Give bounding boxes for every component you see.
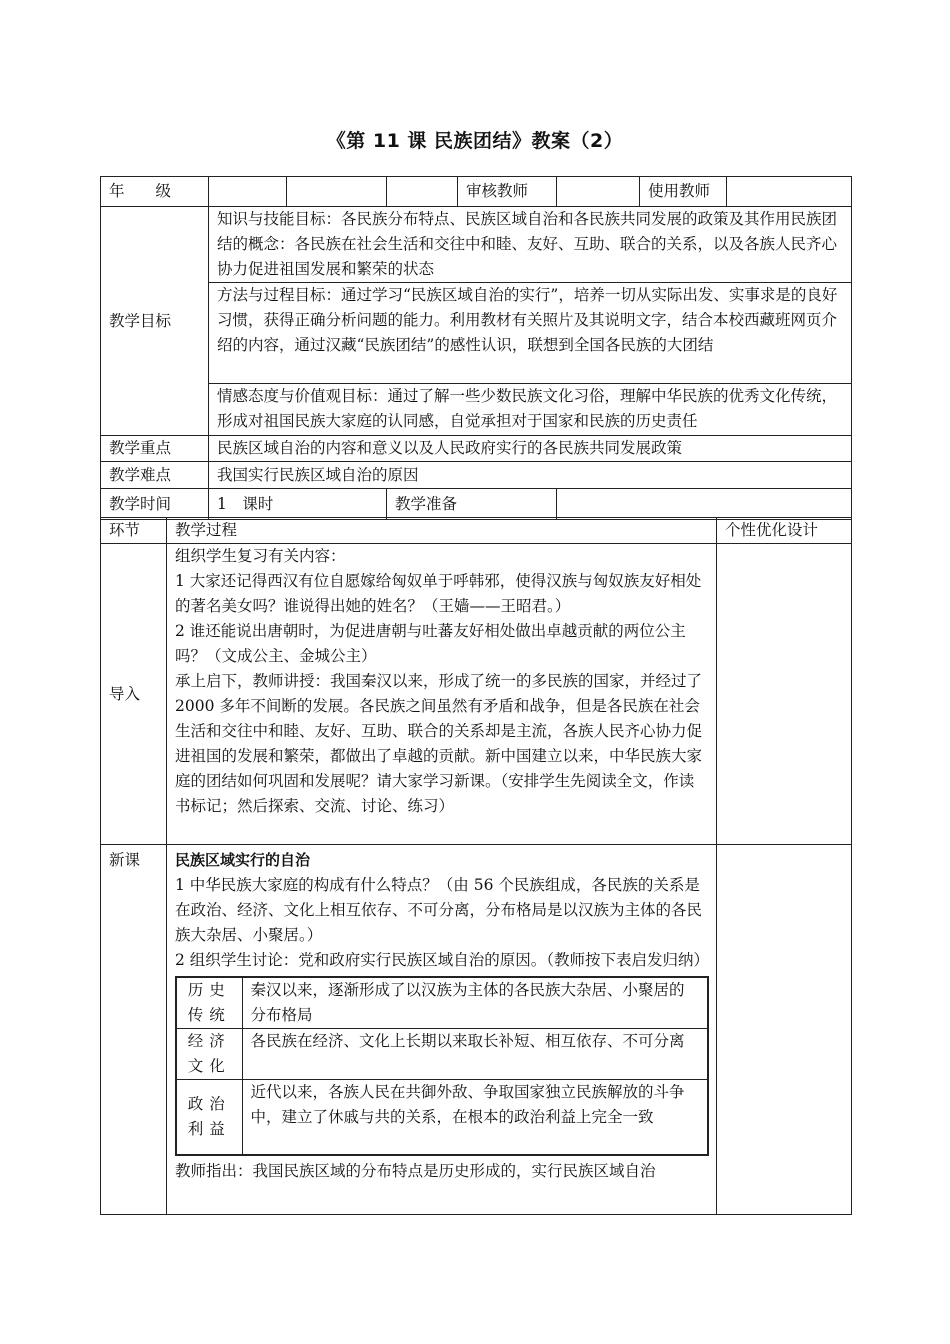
difficulty-text: 我国实行民族区域自治的原因	[209, 462, 852, 489]
intro-content	[167, 544, 717, 845]
key-points-text: 民族区域自治的内容和意义以及人民政府实行的各民族共同发展政策	[209, 436, 852, 462]
difficulty-label: 教学难点	[101, 462, 209, 489]
goal-method: 方法与过程目标：通过学习“民族区域自治的实行”，培养一切从实际出发、实事求是的良好习惯，获得正确分析问题的能力。利用教材有关照片及其说明文字，结合本校西藏班网页介绍的内容，通过汉藏“民族团结”的感性认识，联想到全国各民族的大团结	[209, 283, 852, 384]
teacher-conclusion: 教师指出：我国民族区域的分布特点是历史形成的，实行民族区域自治	[175, 1161, 656, 1180]
blank-cell-2	[387, 177, 458, 207]
reasons-table	[175, 976, 709, 1156]
new-lesson-label: 新课	[101, 845, 167, 1215]
page-title: 《第 11 课 民族团结》教案（2）	[326, 130, 624, 152]
reviewer-value	[557, 177, 640, 207]
grade-label: 年 级	[101, 177, 209, 207]
goal-knowledge: 知识与技能目标：各民族分布特点、民族区域自治和各民族共同发展的政策及其作用民族团结的概念：各民族在社会生活和交往中和睦、友好、互助、联合的关系，以及各族人民齐心协力促进祖国发展和繁荣的状态	[209, 207, 852, 283]
new-lesson-content	[167, 845, 717, 1215]
reason-label: 历史传统	[176, 977, 242, 1029]
user-teacher-label: 使用教师	[640, 177, 727, 207]
prep-label: 教学准备	[387, 489, 557, 520]
time-label: 教学时间	[101, 489, 209, 520]
blank-cell-1	[287, 177, 387, 207]
reviewer-label: 审核教师	[458, 177, 557, 207]
reason-text: 各民族在经济、文化上长期以来取长补短、相互依存、不可分离	[242, 1029, 708, 1080]
reason-text: 近代以来，各族人民在共御外敌、争取国家独立民族解放的斗争中，建立了休戚与共的关系，在根本的政治利益上完全一致	[242, 1080, 708, 1155]
new-lesson-heading: 民族区域实行的自治	[175, 851, 311, 869]
new-lesson-design	[717, 845, 852, 1215]
user-teacher-value	[727, 177, 852, 207]
prep-value	[557, 489, 852, 520]
key-points-label: 教学重点	[101, 436, 209, 462]
grade-value	[209, 177, 287, 207]
goals-label: 教学目标	[101, 207, 209, 436]
intro-line: 1 大家还记得西汉有位自愿嫁给匈奴单于呼韩邪，使得汉族与匈奴族友好相处的著名美女吗？谁说得出她的姓名？（王嫱——王昭君。）	[175, 572, 702, 615]
reason-text: 秦汉以来，逐渐形成了以汉族为主体的各民族大杂居、小聚居的分布格局	[242, 977, 708, 1029]
intro-design	[717, 544, 852, 845]
reason-label: 政治利益	[176, 1080, 242, 1155]
intro-line: 承上启下，教师讲授：我国秦汉以来，形成了统一的多民族的国家，并经过了 2000 多年不间断的发展。各民族之间虽然有矛盾和战争，但是各民族在社会生活和交往中和睦、友好、互助、联合的关系却是主流，各族人民齐心协力促进祖国的发展和繁荣，都做出了卓越的贡献。新中国建立以来，中华民族大家庭的团结如何巩固和发展呢？请大家学习新课。（安排学生先阅读全文，作读书标记；然后探索、交流、讨论、练习）	[175, 672, 703, 815]
stage-header: 环节	[101, 518, 167, 544]
intro-line: 2 谁还能说出唐朝时，为促进唐朝与吐蕃友好相处做出卓越贡献的两位公主吗？（文成公主、金城公主）	[175, 622, 686, 665]
question-1: 1 中华民族大家庭的构成有什么特点？（由 56 个民族组成，各民族的关系是在政治、经济、文化上相互依存、不可分离，分布格局是以汉族为主体的各民族大杂居、小聚居。）	[175, 876, 703, 944]
intro-line: 组织学生复习有关内容：	[175, 547, 346, 565]
question-2: 2 组织学生讨论：党和政府实行民族区域自治的原因。（教师按下表启发归纳）	[175, 951, 710, 969]
info-table	[100, 176, 852, 520]
intro-label: 导入	[101, 544, 167, 845]
process-header: 教学过程	[167, 518, 717, 544]
design-header: 个性优化设计	[717, 518, 852, 544]
goal-emotion: 情感态度与价值观目标：通过了解一些少数民族文化习俗，理解中华民族的优秀文化传统，形成对祖国民族大家庭的认同感，自觉承担对于国家和民族的历史责任	[209, 384, 852, 436]
process-table	[100, 517, 852, 1215]
time-value: 1 课时	[209, 489, 387, 520]
reason-label: 经济文化	[176, 1029, 242, 1080]
